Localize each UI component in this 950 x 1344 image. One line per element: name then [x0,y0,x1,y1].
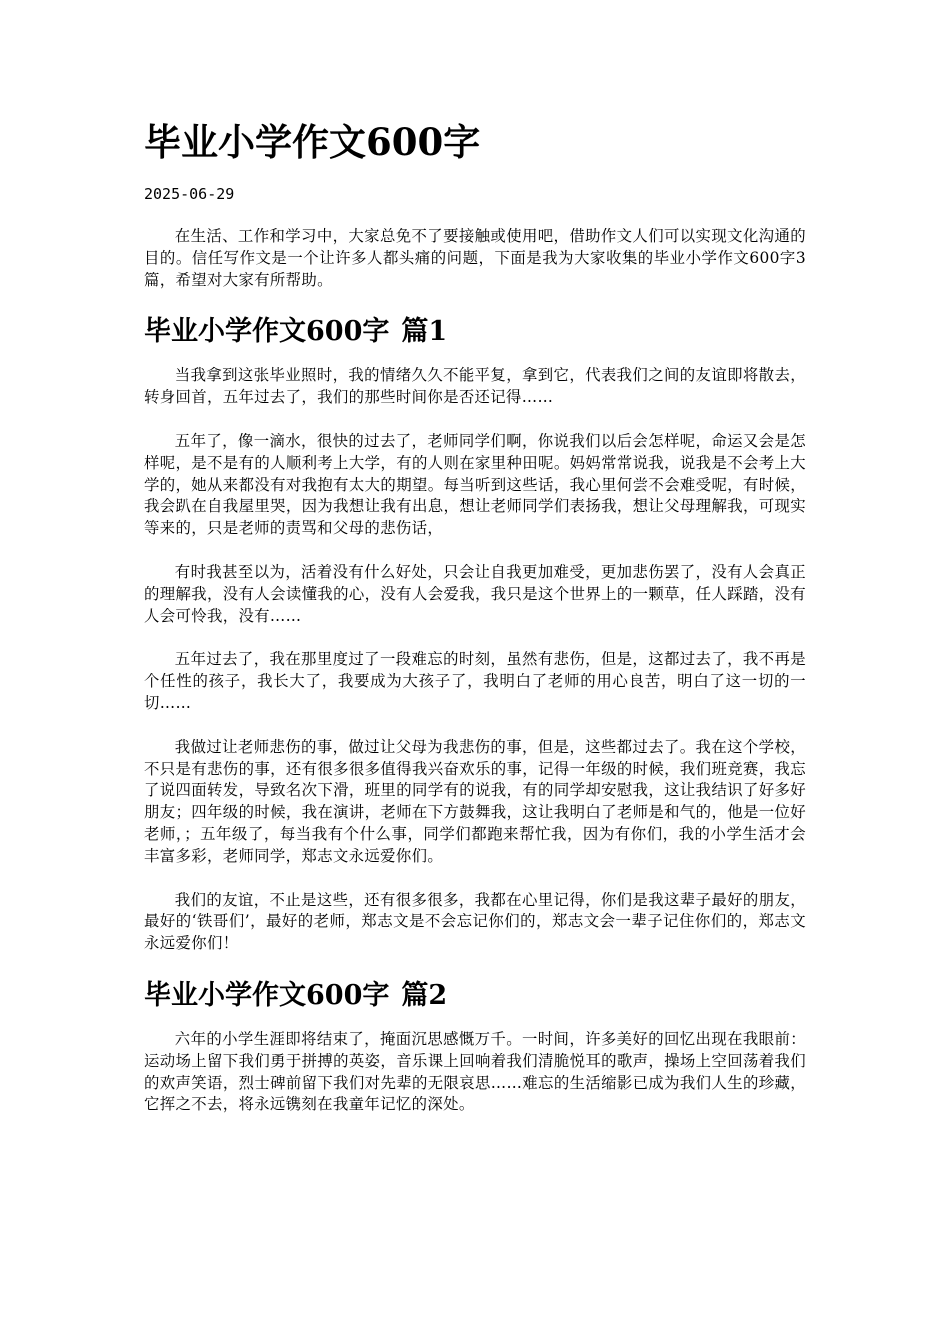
section-number: 篇1 [401,316,448,348]
paragraph: 六年的小学生涯即将结束了，掩面沉思感慨万千。一时间，许多美好的回忆出现在我眼前：运动场上留下我们勇于拼搏的英姿，音乐课上回响着我们清脆悦耳的歌声，操场上空回荡着我们的欢声笑语，烈士碑前留下我们对先辈的无限哀思……难忘的生活缩影已成为我们人生的珍藏，它挥之不去，将永远镌刻在我童年记忆的深处。 [144,1029,806,1114]
paragraph: 有时我甚至以为，活着没有什么好处，只会让自我更加难受，更加悲伤罢了，没有人会真正的理解我，没有人会读懂我的心，没有人会爱我，我只是这个世界上的一颗草，任人踩踏，没有人会可怜我，没有…… [144,562,806,625]
section-heading-2 [144,977,806,1015]
article-body [144,226,806,1138]
section-number: 篇2 [401,979,448,1011]
paragraph: 五年了，像一滴水，很快的过去了，老师同学们啊，你说我们以后会怎样呢，命运又会是怎样呢，是不是有的人顺利考上大学，有的人则在家里种田呢。妈妈常常说我，说我是不会考上大学的，她从来都没有对我抱有太大的期望。每当听到这些话，我心里何尝不会难受呢，有时候，我会趴在自我屋里哭，因为我想让我有出息，想让老师同学们表扬我，想让父母理解我，可现实等来的，只是老师的责骂和父母的悲伤话， [144,431,806,538]
intro-paragraph: 在生活、工作和学习中，大家总免不了要接触或使用吧，借助作文人们可以实现文化沟通的目的。信任写作文是一个让许多人都头痛的问题，下面是我为大家收集的毕业小学作文600字3篇，希望对大家有所帮助。 [144,227,806,289]
publish-date: 2025-06-29 [144,185,235,203]
section-heading-1 [144,313,806,351]
paragraph: 我做过让老师悲伤的事，做过让父母为我悲伤的事，但是，这些都过去了。我在这个学校，不只是有悲伤的事，还有很多很多值得我兴奋欢乐的事，记得一年级的时候，我们班竞赛，我忘了说四面转发，导致名次下滑，班里的同学有的说我，有的同学却安慰我，这让我结识了好多好朋友；四年级的时候，我在演讲，老师在下方鼓舞我，这让我明白了老师是和气的，他是一位好老师，；五年级了，每当我有个什么事，同学们都跑来帮忙我，因为有你们，我的小学生活才会丰富多彩，老师同学，郑志文永远爱你们。 [144,737,806,865]
section-heading-text: 毕业小学作文600字 [144,316,390,348]
page-title: 毕业小学作文600字 [144,120,481,164]
paragraph: 我们的友谊，不止是这些，还有很多很多，我都在心里记得，你们是我这辈子最好的朋友，最好的‘铁哥们’，最好的老师，郑志文是不会忘记你们的，郑志文会一辈子记住你们的，郑志文永远爱你们！ [144,890,806,953]
paragraph: 五年过去了，我在那里度过了一段难忘的时刻，虽然有悲伤，但是，这都过去了，我不再是个任性的孩子，我长大了，我要成为大孩子了，我明白了老师的用心良苦，明白了这一切的一切…… [144,650,806,712]
paragraph: 当我拿到这张毕业照时，我的情绪久久不能平复，拿到它，代表我们之间的友谊即将散去，转身回首，五年过去了，我们的那些时间你是否还记得…… [144,366,806,407]
section-heading-text: 毕业小学作文600字 [144,979,390,1011]
